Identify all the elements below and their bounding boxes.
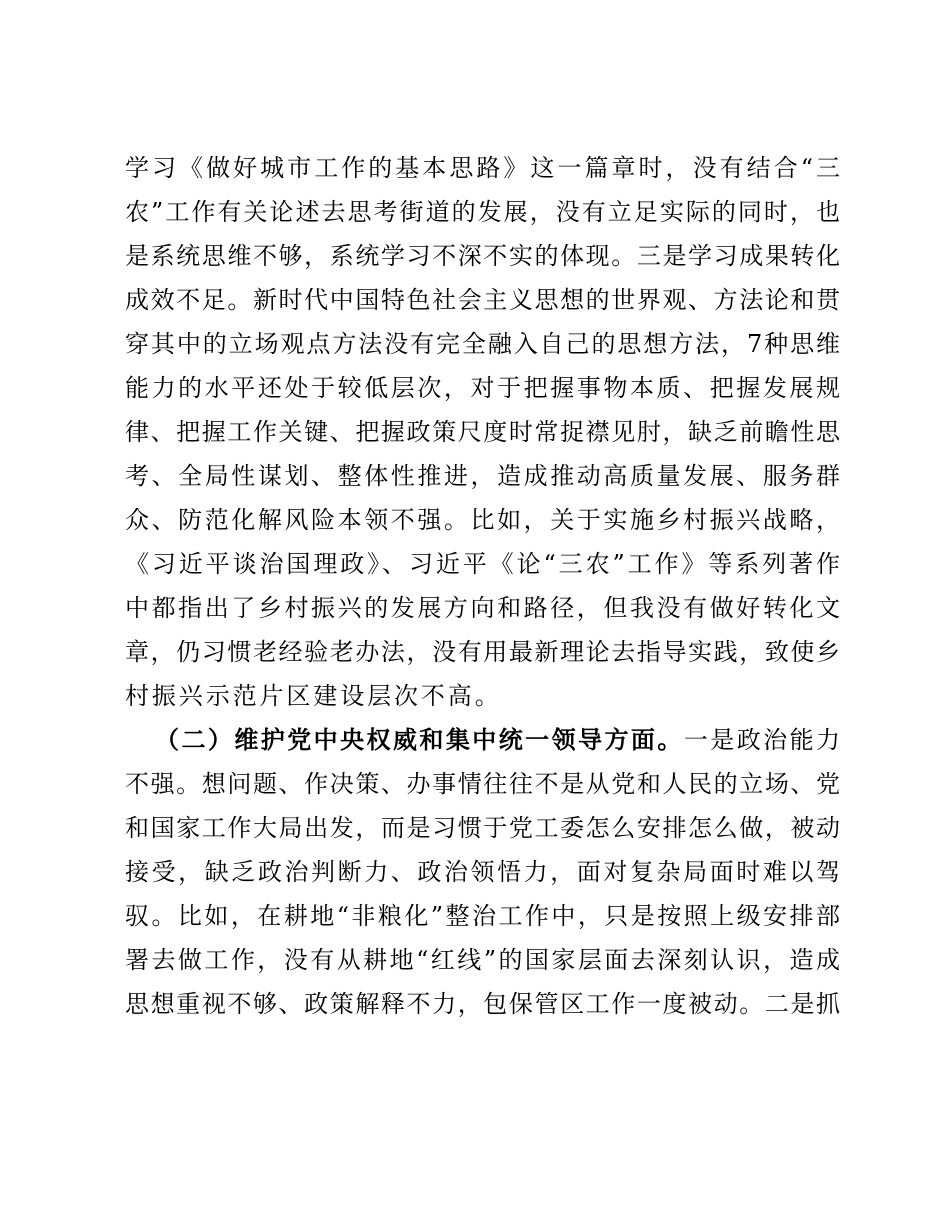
text-span: 一是政治能力 xyxy=(683,726,841,754)
text-line: 《习近平谈治国理政》、习近平《论“三农”工作》等系列著作 xyxy=(125,550,840,578)
section-heading: （二）维护党中央权威和集中统一领导方面。 xyxy=(155,725,684,754)
text-line: 考、全局性谋划、整体性推进，造成推动高质量发展、服务群 xyxy=(125,462,840,490)
text-line: 不强。想问题、作决策、办事情往往不是从党和人民的立场、党 xyxy=(125,770,840,798)
text-line: 穿其中的立场观点方法没有完全融入自己的思想方法，7种思维 xyxy=(125,330,840,358)
text-line-last: 村振兴示范片区建设层次不高。 xyxy=(125,682,502,710)
text-line: 农”工作有关论述去思考街道的发展，没有立足实际的同时，也 xyxy=(125,198,840,226)
text-line: 中都指出了乡村振兴的发展方向和路径，但我没有做好转化文 xyxy=(125,594,840,622)
text-line: 律、把握工作关键、把握政策尺度时常捉襟见肘，缺乏前瞻性思 xyxy=(125,418,840,446)
section-heading-line xyxy=(155,718,840,762)
text-line: 章，仍习惯老经验老办法，没有用最新理论去指导实践，致使乡 xyxy=(125,638,840,666)
text-line: 能力的水平还处于较低层次，对于把握事物本质、把握发展规 xyxy=(125,374,840,402)
text-line: 成效不足。新时代中国特色社会主义思想的世界观、方法论和贯 xyxy=(125,286,840,314)
text-line: 和国家工作大局出发，而是习惯于党工委怎么安排怎么做，被动 xyxy=(125,814,840,842)
text-line: 是系统思维不够，系统学习不深不实的体现。三是学习成果转化 xyxy=(125,242,840,270)
text-line: 思想重视不够、政策解释不力，包保管区工作一度被动。二是抓 xyxy=(125,990,840,1018)
text-line: 署去做工作，没有从耕地“红线”的国家层面去深刻认识，造成 xyxy=(125,946,840,974)
text-line: 学习《做好城市工作的基本思路》这一篇章时，没有结合“三 xyxy=(125,154,840,182)
text-line: 众、防范化解风险本领不强。比如，关于实施乡村振兴战略， xyxy=(125,506,840,534)
text-line: 接受，缺乏政治判断力、政治领悟力，面对复杂局面时难以驾 xyxy=(125,858,840,886)
text-line: 驭。比如，在耕地“非粮化”整治工作中，只是按照上级安排部 xyxy=(125,902,840,930)
